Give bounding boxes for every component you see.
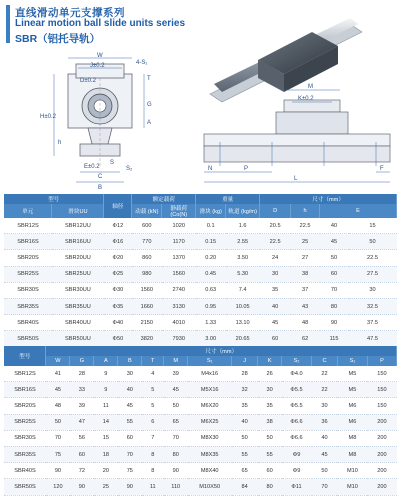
table-cell: 9 (94, 382, 118, 398)
table-cell: 1660 (132, 298, 162, 314)
table-cell: SBR30S (4, 430, 46, 446)
th-h: h (291, 204, 320, 218)
table2-sub-header (4, 356, 397, 366)
dim-L: L (294, 176, 298, 182)
table-cell: 75 (46, 446, 70, 462)
table-cell: 65 (232, 463, 258, 479)
table-cell: 62 (291, 331, 320, 347)
table-cell: 30 (349, 282, 397, 298)
table-cell: 84 (232, 479, 258, 495)
table-cell: Φ35 (104, 298, 132, 314)
table-row (4, 414, 397, 430)
table-cell: 60 (70, 446, 94, 462)
table-cell: Φ5.5 (282, 398, 312, 414)
dim-N: N (208, 166, 213, 172)
table-cell: SBR25S (4, 414, 46, 430)
table-cell: 4010 (162, 315, 196, 331)
table-cell: 36 (312, 414, 338, 430)
front-view-drawing (40, 52, 170, 190)
table-cell: 6 (142, 414, 164, 430)
table-cell: 70 (118, 446, 142, 462)
table-cell: SBR16S (4, 382, 46, 398)
table-cell: M5 (337, 382, 367, 398)
table-cell: 33 (70, 382, 94, 398)
table-cell: Φ20 (104, 250, 132, 266)
table-cell: 22.5 (260, 234, 291, 250)
dim-4S1: 4-S₁ (136, 60, 148, 66)
table-row (4, 382, 397, 398)
table-cell: 18 (94, 446, 118, 462)
table-cell: 3.00 (196, 331, 226, 347)
table-cell: 30 (258, 382, 282, 398)
table-cell: SBR20S (4, 250, 52, 266)
dim-W: W (97, 53, 103, 59)
side-view-drawing (200, 76, 398, 188)
table-cell: SBR12S (4, 218, 52, 234)
table-cell: SBR50S (4, 331, 52, 347)
table-cell: Φ5.5 (282, 382, 312, 398)
table-row (4, 430, 397, 446)
table-cell: 90 (164, 463, 188, 479)
table-cell: 25 (94, 479, 118, 495)
table-cell: SBR25UU (52, 266, 104, 282)
table-cell: 37.5 (349, 315, 397, 331)
table-cell: 48 (291, 315, 320, 331)
table-cell: SBR12UU (52, 218, 104, 234)
table-cell: M4x16 (188, 366, 232, 382)
th-wrail: 轨道 (kg/m) (226, 204, 260, 218)
column-header: T (142, 356, 164, 366)
table-cell: M8 (337, 446, 367, 462)
th-wslide: 滑块 (kg) (196, 204, 226, 218)
table-cell: 39 (70, 398, 94, 414)
table-cell: M6 (337, 398, 367, 414)
table-cell: 600 (132, 218, 162, 234)
table-cell: 200 (367, 430, 396, 446)
table-cell: 75 (118, 463, 142, 479)
table-cell: 37 (291, 282, 320, 298)
table-cell: 20 (94, 463, 118, 479)
table-cell: 22.5 (349, 250, 397, 266)
table-cell: 28 (70, 366, 94, 382)
table-cell: 80 (258, 479, 282, 495)
table-cell: 48 (46, 398, 70, 414)
table-cell: M5 (337, 366, 367, 382)
table-cell: M5X16 (188, 382, 232, 398)
column-header: G (70, 356, 94, 366)
table-cell: 40 (312, 430, 338, 446)
table-cell: 47 (70, 414, 94, 430)
table-cell: 60 (118, 430, 142, 446)
table-cell: 1020 (162, 218, 196, 234)
dim-K: K±0.2 (298, 96, 314, 102)
table-cell: 47.5 (349, 331, 397, 347)
table-cell: 40 (118, 382, 142, 398)
table-cell: 22 (312, 382, 338, 398)
column-header: J (232, 356, 258, 366)
table-cell: 2.55 (226, 234, 260, 250)
table-cell: 25 (291, 234, 320, 250)
column-header: S₁ (188, 356, 232, 366)
column-header: P (367, 356, 396, 366)
table-cell: 150 (367, 382, 396, 398)
table-cell: 0.63 (196, 282, 226, 298)
table-row (4, 250, 397, 266)
table-cell: 30 (312, 398, 338, 414)
table-cell: 50 (258, 430, 282, 446)
column-header: M (164, 356, 188, 366)
table-cell: M8X40 (188, 463, 232, 479)
table-cell: 2740 (162, 282, 196, 298)
th-weight: 重量 (196, 194, 260, 204)
table-cell: 3130 (162, 298, 196, 314)
table-cell: Φ6.6 (282, 430, 312, 446)
dimension-table (4, 346, 397, 496)
table-cell: M10 (337, 463, 367, 479)
table-cell: 90 (70, 479, 94, 495)
th-D: D (260, 204, 291, 218)
table-cell: 50 (232, 430, 258, 446)
table-cell: 40 (320, 218, 349, 234)
table-cell: Φ50 (104, 331, 132, 347)
table-cell: 45 (164, 382, 188, 398)
table-cell: 1170 (162, 234, 196, 250)
table-cell: 56 (70, 430, 94, 446)
table-cell: 1.33 (196, 315, 226, 331)
table-cell: 45 (46, 382, 70, 398)
table-cell: 9 (94, 366, 118, 382)
table-cell: 55 (232, 446, 258, 462)
table-cell: 38 (258, 414, 282, 430)
dim-T: T (147, 76, 151, 82)
table-row (4, 282, 397, 298)
dim-C: C (98, 174, 103, 180)
dim-E: E±0.2 (84, 164, 100, 170)
table-cell: 30 (260, 266, 291, 282)
table-cell: Φ9 (282, 463, 312, 479)
table-cell: 70 (320, 282, 349, 298)
table-row (4, 398, 397, 414)
table-row (4, 298, 397, 314)
table-cell: 200 (367, 463, 396, 479)
table-cell: 11 (142, 479, 164, 495)
table-cell: 90 (46, 463, 70, 479)
table-cell: SBR30UU (52, 282, 104, 298)
table-cell: 20.5 (260, 218, 291, 234)
table-cell: 11 (94, 398, 118, 414)
table-cell: 72 (70, 463, 94, 479)
table-cell: 14 (94, 414, 118, 430)
table-cell: SBR40S (4, 315, 52, 331)
table-cell: 13.10 (226, 315, 260, 331)
table-cell: 35 (258, 398, 282, 414)
table-row (4, 234, 397, 250)
table-cell: Φ30 (104, 282, 132, 298)
table-cell: 120 (46, 479, 70, 495)
table-cell: 27 (291, 250, 320, 266)
table-cell: 26 (258, 366, 282, 382)
table-cell: 50 (320, 250, 349, 266)
table-cell: 200 (367, 446, 396, 462)
table-cell: 8 (142, 446, 164, 462)
table-cell: 4 (142, 366, 164, 382)
table-cell: 5 (142, 398, 164, 414)
table-cell: 45 (260, 315, 291, 331)
table-cell: 1560 (162, 266, 196, 282)
table-cell: SBR35S (4, 298, 52, 314)
th-E: E (320, 204, 397, 218)
th-unit: 单元 (4, 204, 52, 218)
table2-group-header (4, 346, 397, 356)
table-cell: 38 (291, 266, 320, 282)
table-cell: M6 (337, 414, 367, 430)
table-cell: 28 (232, 366, 258, 382)
table-cell: 15 (349, 218, 397, 234)
table-cell: 55 (118, 414, 142, 430)
table-cell: 80 (164, 446, 188, 462)
table-cell: Φ16 (104, 234, 132, 250)
column-header: S₁ (337, 356, 367, 366)
dim-h: h (58, 140, 62, 146)
table-cell: 50 (312, 463, 338, 479)
th-slide: 滑块UU (52, 204, 104, 218)
table-cell: 200 (367, 414, 396, 430)
table-cell: 2150 (132, 315, 162, 331)
table-cell: M8X30 (188, 430, 232, 446)
table-cell: 110 (164, 479, 188, 495)
table-cell: 35 (260, 282, 291, 298)
table1-group-header (4, 194, 397, 204)
table-cell: 1370 (162, 250, 196, 266)
table-row (4, 266, 397, 282)
table-cell: SBR50UU (52, 331, 104, 347)
th-stat: 静载荷 (Co(N) (162, 204, 196, 218)
table-cell: SBR50S (4, 479, 46, 495)
table-cell: 0.45 (196, 266, 226, 282)
dim-A: A (147, 120, 152, 126)
dim-B: B (98, 185, 103, 190)
table-cell: 7930 (162, 331, 196, 347)
table-cell: M8X35 (188, 446, 232, 462)
table-cell: 770 (132, 234, 162, 250)
table-cell: 24 (260, 250, 291, 266)
table-cell: 45 (118, 398, 142, 414)
table-cell: 3.50 (226, 250, 260, 266)
table-cell: SBR35S (4, 446, 46, 462)
accent-bar (6, 5, 10, 43)
table-cell: 22 (312, 366, 338, 382)
table-cell: SBR40UU (52, 315, 104, 331)
table-cell: 45 (312, 446, 338, 462)
column-header: C (312, 356, 338, 366)
table-row (4, 479, 397, 495)
dim-D: D±0.2 (80, 78, 96, 84)
table-cell: 70 (312, 479, 338, 495)
table-cell: M6X25 (188, 414, 232, 430)
table-row (4, 446, 397, 462)
dim-J: J±0.2 (90, 63, 105, 69)
table-cell: SBR35UU (52, 298, 104, 314)
table-cell: SBR12S (4, 366, 46, 382)
table-cell: 0.15 (196, 234, 226, 250)
table-cell: 32 (232, 382, 258, 398)
table-cell: 20.65 (226, 331, 260, 347)
table-cell: 40 (232, 414, 258, 430)
table-cell: M6X20 (188, 398, 232, 414)
table-cell: 0.95 (196, 298, 226, 314)
table-cell: 32.5 (349, 298, 397, 314)
table-cell: 50 (349, 234, 397, 250)
table-cell: 1.6 (226, 218, 260, 234)
table-cell: 60 (258, 463, 282, 479)
table-row (4, 218, 397, 234)
th-dyn: 动载 (kN) (132, 204, 162, 218)
table-cell: Φ40 (104, 315, 132, 331)
table-cell: 7.4 (226, 282, 260, 298)
table-cell: 70 (164, 430, 188, 446)
th-shaft: 轴径 (104, 194, 132, 218)
table-cell: Φ11 (282, 479, 312, 495)
column-header: W (46, 356, 70, 366)
title-cn: 直线滑动单元支撑系列 (15, 7, 125, 19)
column-header: K (258, 356, 282, 366)
table-cell: 35 (232, 398, 258, 414)
table-cell: SBR20S (4, 398, 46, 414)
table-cell: Φ25 (104, 266, 132, 282)
dim-G: G (147, 102, 152, 108)
table-cell: 0.20 (196, 250, 226, 266)
table-cell: 60 (260, 331, 291, 347)
table-cell: M10 (337, 479, 367, 495)
table-cell: 5.30 (226, 266, 260, 282)
th-model: 型号 (4, 194, 104, 204)
table-row (4, 331, 397, 347)
table-cell: SBR16UU (52, 234, 104, 250)
table-cell: 41 (46, 366, 70, 382)
table1-sub-header (4, 204, 397, 218)
table-cell: 22.5 (291, 218, 320, 234)
dim-S2: S₂ (126, 166, 133, 172)
table-cell: 7 (142, 430, 164, 446)
table-cell: Φ6.6 (282, 414, 312, 430)
table-cell: 980 (132, 266, 162, 282)
table-cell: 150 (367, 366, 396, 382)
th-size: 尺寸（mm） (260, 194, 397, 204)
th2-model: 型号 (4, 346, 46, 366)
table-cell: 39 (164, 366, 188, 382)
table-cell: 55 (258, 446, 282, 462)
table-cell: 40 (260, 298, 291, 314)
table-cell: Φ4.0 (282, 366, 312, 382)
table-row (4, 463, 397, 479)
table-cell: 60 (320, 266, 349, 282)
table-cell: 10.05 (226, 298, 260, 314)
dim-H: H±0.2 (40, 114, 56, 120)
column-header: S₂ (282, 356, 312, 366)
table-cell: 50 (164, 398, 188, 414)
table-cell: 1560 (132, 282, 162, 298)
table-cell: 27.5 (349, 266, 397, 282)
table-cell: 15 (94, 430, 118, 446)
table-cell: 90 (118, 479, 142, 495)
model-name: SBR（铝托导轨） (15, 33, 101, 45)
table-row (4, 315, 397, 331)
th-load: 额定载荷 (132, 194, 196, 204)
table-cell: 50 (46, 414, 70, 430)
table-cell: 3820 (132, 331, 162, 347)
table-cell: 200 (367, 479, 396, 495)
table-cell: 5 (142, 382, 164, 398)
column-header: B (118, 356, 142, 366)
table-cell: SBR30S (4, 282, 52, 298)
table-cell: SBR16S (4, 234, 52, 250)
column-header: A (94, 356, 118, 366)
table-row (4, 366, 397, 382)
table-cell: 43 (291, 298, 320, 314)
title-en: Linear motion ball slide units series (15, 18, 186, 29)
table-cell: 115 (320, 331, 349, 347)
table-cell: 150 (367, 398, 396, 414)
table-cell: M8 (337, 430, 367, 446)
table-cell: SBR25S (4, 266, 52, 282)
table-cell: 70 (46, 430, 70, 446)
table-cell: 30 (118, 366, 142, 382)
table-cell: 65 (164, 414, 188, 430)
dim-P: P (244, 166, 249, 172)
table-cell: Φ12 (104, 218, 132, 234)
dim-S: S (110, 160, 115, 166)
dim-M: M (308, 84, 313, 90)
table-cell: SBR20UU (52, 250, 104, 266)
load-weight-table (4, 194, 397, 348)
table-cell: 8 (142, 463, 164, 479)
table-cell: 860 (132, 250, 162, 266)
table-cell: M10X50 (188, 479, 232, 495)
table-cell: 90 (320, 315, 349, 331)
table-cell: SBR40S (4, 463, 46, 479)
table-cell: Φ9 (282, 446, 312, 462)
th2-size: 尺寸（mm） (46, 346, 397, 356)
table-cell: 45 (320, 234, 349, 250)
dim-F: F (380, 166, 384, 172)
table-cell: 80 (320, 298, 349, 314)
table-cell: 0.1 (196, 218, 226, 234)
